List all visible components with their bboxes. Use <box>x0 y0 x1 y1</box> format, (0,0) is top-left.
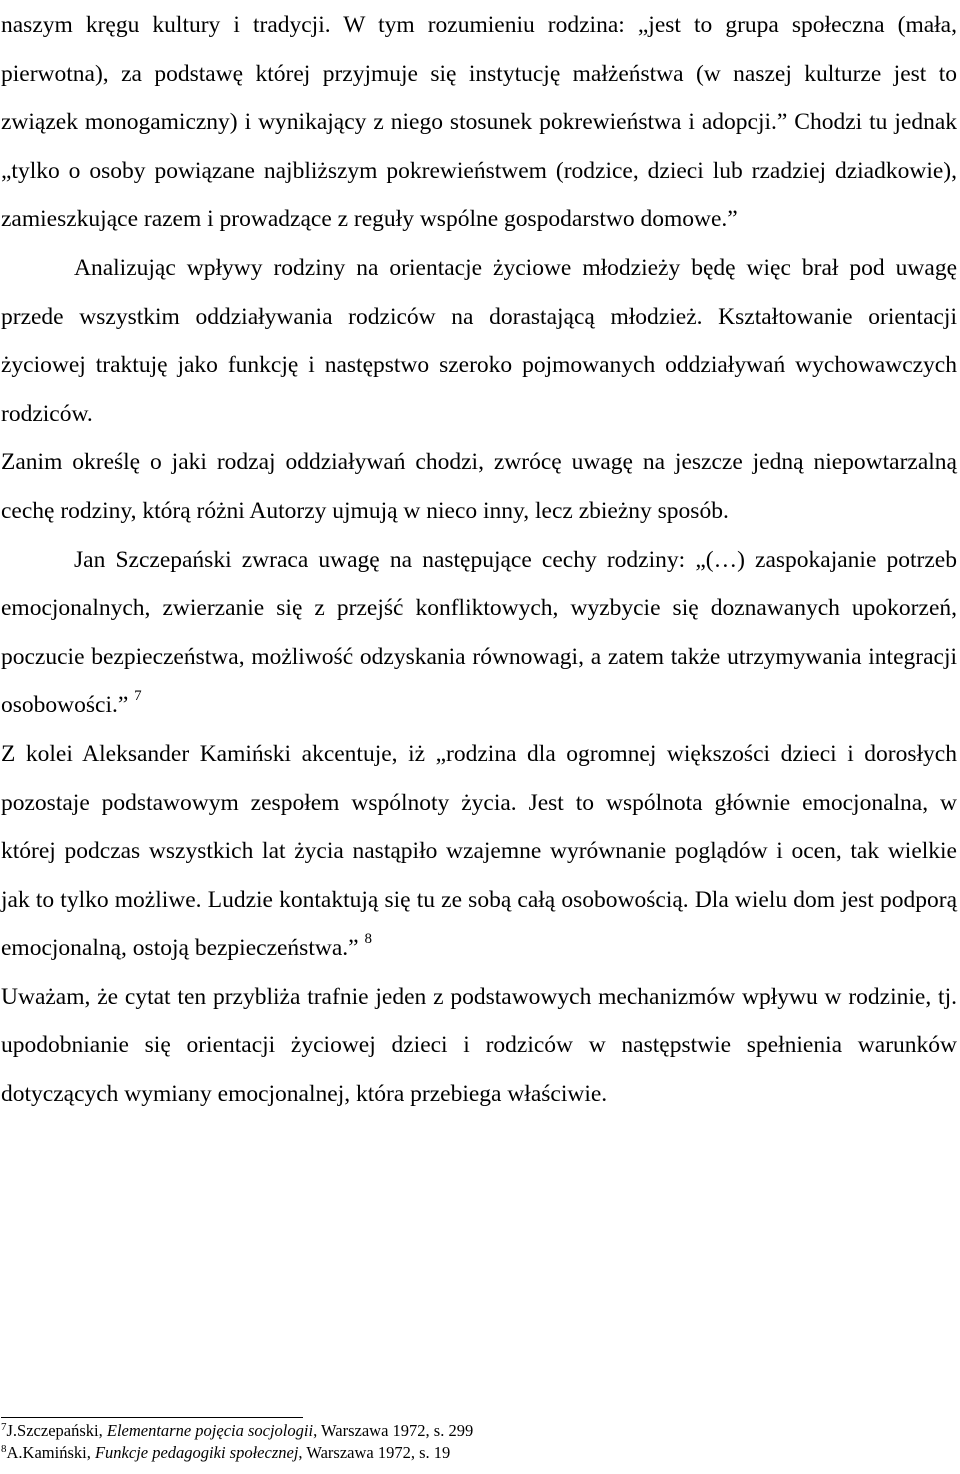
paragraph-kaminski-quote <box>1 730 957 973</box>
paragraph-unique-feature <box>1 438 957 535</box>
body-text <box>1 1 957 1119</box>
footnotes <box>1 1420 901 1464</box>
paragraph-family-definition <box>1 1 957 244</box>
footnote-author: A.Kamiński, <box>6 1443 95 1462</box>
paragraph-text: Z kolei Aleksander Kamiński akcentuje, iż „rodzina dla ogromnej większości dzieci i dorosłych pozostaje podstawowym zespołem wspólnoty życia. Jest to wspólnota głównie emocjonalna, w której podczas wszystkich lat życia nastąpiło wzajemne wyrównanie poglądów i ocen, tak wielkie jak to tylko możliwe. Ludzie kontaktują się tu ze sobą całą osobowością. Dla wielu dom jest podporą emocjonalną, ostoją bezpieczeństwa.” <box>1 740 957 962</box>
paragraph-text: Analizując wpływy rodziny na orientacje życiowe młodzieży będę więc brał pod uwagę przede wszystkim oddziaływania rodziców na dorastającą młodzież. Kształtowanie orientacji życiowej traktuję jako funkcję i następstwo szeroko pojmowanych oddziaływań wychowawczych rodziców. <box>1 254 957 427</box>
footnote-number: 8 <box>1 1443 7 1455</box>
footnote-title: Funkcje pedagogiki społecznej <box>94 1443 299 1462</box>
paragraph-text: naszym kręgu kultury i tradycji. W tym rozumieniu rodzina: „jest to grupa społeczna (mała, pierwotna), za podstawę której przyjmuje się instytucję małżeństwa (w naszej kulturze jest to związek monogamiczny) i wynikający z niego stosunek pokrewieństwa i adopcji.” Chodzi tu jednak „tylko o osoby powiązane najbliższym pokrewieństwem (rodzice, dzieci lub rzadziej dziadkowie), zamieszkujące razem i prowadzące z reguły wspólne gospodarstwo domowe.” <box>1 12 957 233</box>
footnote-separator <box>1 1417 303 1418</box>
footnote-7 <box>1 1420 901 1442</box>
footnote-author: J.Szczepański, <box>6 1421 107 1440</box>
paragraph-text: Uważam, że cytat ten przybliża trafnie jeden z podstawowych mechanizmów wpływu w rodzinie, tj. upodobnianie się orientacji życiowej dzieci i rodziców w następstwie spełnienia warunków dotyczących wymiany emocjonalnej, która przebiega właściwie. <box>1 983 957 1108</box>
paragraph-szczepanski-quote <box>1 536 957 730</box>
footnote-publication: , Warszawa 1972, s. 299 <box>313 1421 474 1440</box>
footnote-8 <box>1 1442 901 1464</box>
footnote-reference-7[interactable]: 7 <box>134 688 142 705</box>
footnote-number: 7 <box>1 1421 7 1433</box>
paragraph-parental-influence <box>1 244 957 438</box>
paragraph-text: Jan Szczepański zwraca uwagę na następujące cechy rodziny: „(…) zaspokajanie potrzeb emocjonalnych, zwierzanie się z przejść konfliktowych, wyzbycie się doznawanych upokorzeń, poczucie bezpieczeństwa, możliwość odzyskania równowagi, a zatem także utrzymywania integracji osobowości.” <box>1 546 957 719</box>
footnote-title: Elementarne pojęcia socjologii <box>106 1421 314 1440</box>
footnote-reference-8[interactable]: 8 <box>364 931 372 948</box>
paragraph-text: Zanim określę o jaki rodzaj oddziaływań chodzi, zwrócę uwagę na jeszcze jedną niepowtarzalną cechę rodziny, którą różni Autorzy ujmują w nieco inny, lecz zbieżny sposób. <box>1 449 957 524</box>
paragraph-conclusion <box>1 973 957 1119</box>
footnote-publication: , Warszawa 1972, s. 19 <box>298 1443 451 1462</box>
